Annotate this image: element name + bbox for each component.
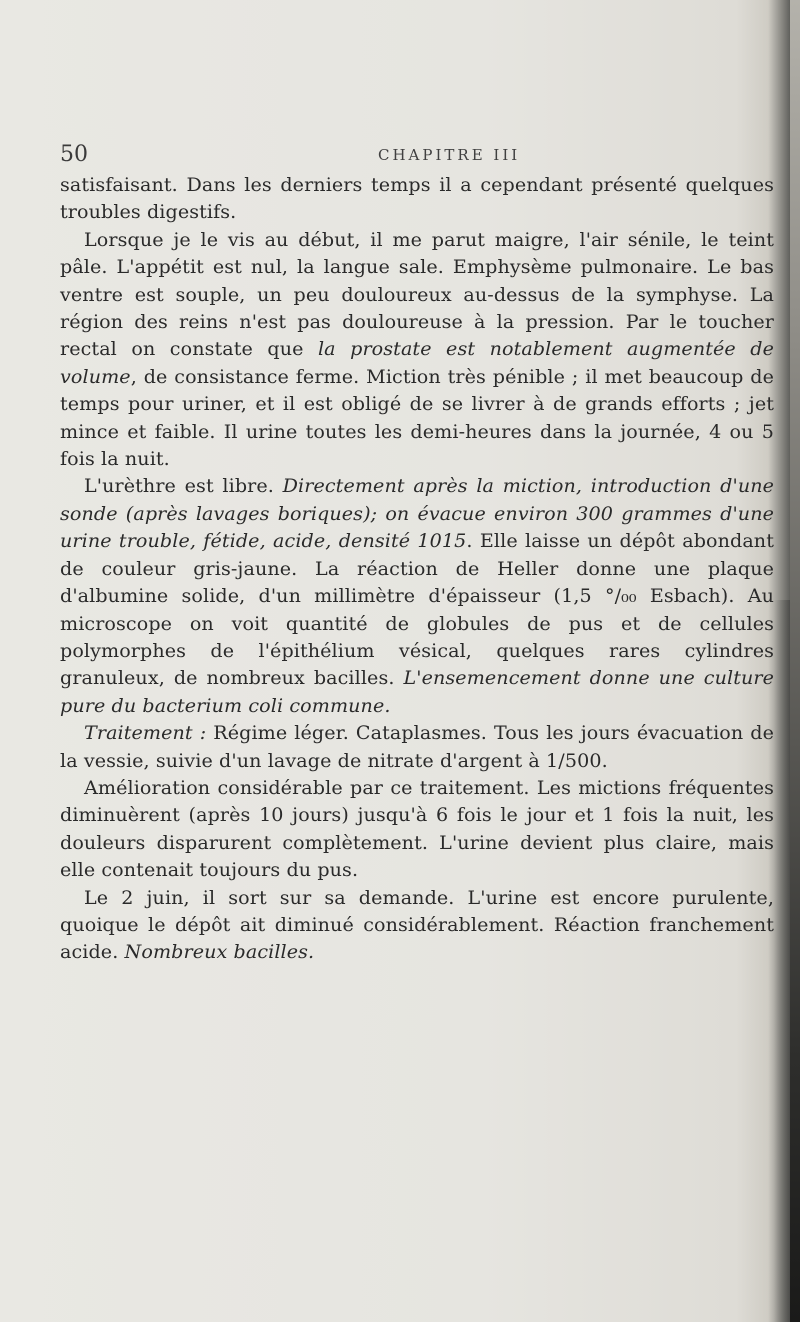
- text-run: Lorsque je le vis au début, il me parut maigre, l'air sénile, le teint pâle. L'appétit est nul, la langue sale. Emphysème pulmonaire. Le bas ventre est souple, un peu douloureux au-dessus de la symphyse. La région des reins n'est pas douloureuse à la pression. Par le toucher rectal on constate que: [60, 227, 774, 361]
- page-edge-shadow: [774, 600, 790, 1322]
- italic-text: Nombreux bacilles.: [124, 940, 315, 964]
- text-run: satisfaisant. Dans les derniers temps il a cependant présenté quelques troubles digestifs.: [60, 173, 774, 224]
- page-number: 50: [60, 142, 88, 167]
- body-text: [60, 171, 774, 966]
- italic-text: Traitement :: [84, 721, 207, 745]
- paragraph: [60, 774, 774, 884]
- paragraph: [60, 472, 774, 719]
- paragraph: [60, 884, 774, 966]
- italic-text: L'ensemencement donne une culture pure du bacterium coli commune.: [60, 666, 774, 717]
- text-run: , de consistance ferme. Miction très pénible ; il met beaucoup de temps pour uriner, et il est obligé de se livrer à de grands efforts ; jet mince et faible. Il urine toutes les demi-heures dans la journée, 4 ou 5 fois la nuit.: [60, 364, 774, 471]
- text-run: Le 2 juin, il sort sur sa demande. L'urine est encore purulente, quoique le dépôt ait diminué considérablement. Réaction franchement acide.: [60, 885, 774, 964]
- text-run: Régime léger. Cataplasmes. Tous les jours évacuation de la vessie, suivie d'un lavage de nitrate d'argent à 1/500.: [60, 721, 774, 772]
- paragraph: [60, 719, 774, 774]
- text-run: L'urèthre est libre.: [84, 474, 283, 498]
- italic-text: la prostate est notablement augmentée de volume: [60, 337, 774, 388]
- page-edge-binding: [790, 0, 800, 1322]
- italic-text: Directement après la miction, introduction d'une sonde (après lavages boriques); on évacue environ 300 grammes d'une urine trouble, fétide, acide, densité 1015: [60, 474, 775, 553]
- text-run: Amélioration considérable par ce traitement. Les mictions fréquentes diminuèrent (après 10 jours) jusqu'à 6 fois le jour et 1 fois la nuit, les douleurs disparurent complètement. L'urine devient plus claire, mais elle contenait toujours du pus.: [60, 775, 774, 882]
- paragraph: [60, 226, 774, 473]
- running-head: CHAPITRE III: [378, 146, 521, 164]
- paragraph: [60, 171, 774, 226]
- text-run: . Elle laisse un dépôt abondant de couleur gris-jaune. La réaction de Heller donne une plaque d'albumine solide, d'un millimètre d'épaisseur (1,5 °/₀₀ Esbach). Au microscope on voit quantité de globules de pus et de cellules polymorphes de l'épithélium vésical, quelques rares cylindres granuleux, de nombreux bacilles.: [60, 529, 774, 690]
- page-header: [0, 140, 780, 168]
